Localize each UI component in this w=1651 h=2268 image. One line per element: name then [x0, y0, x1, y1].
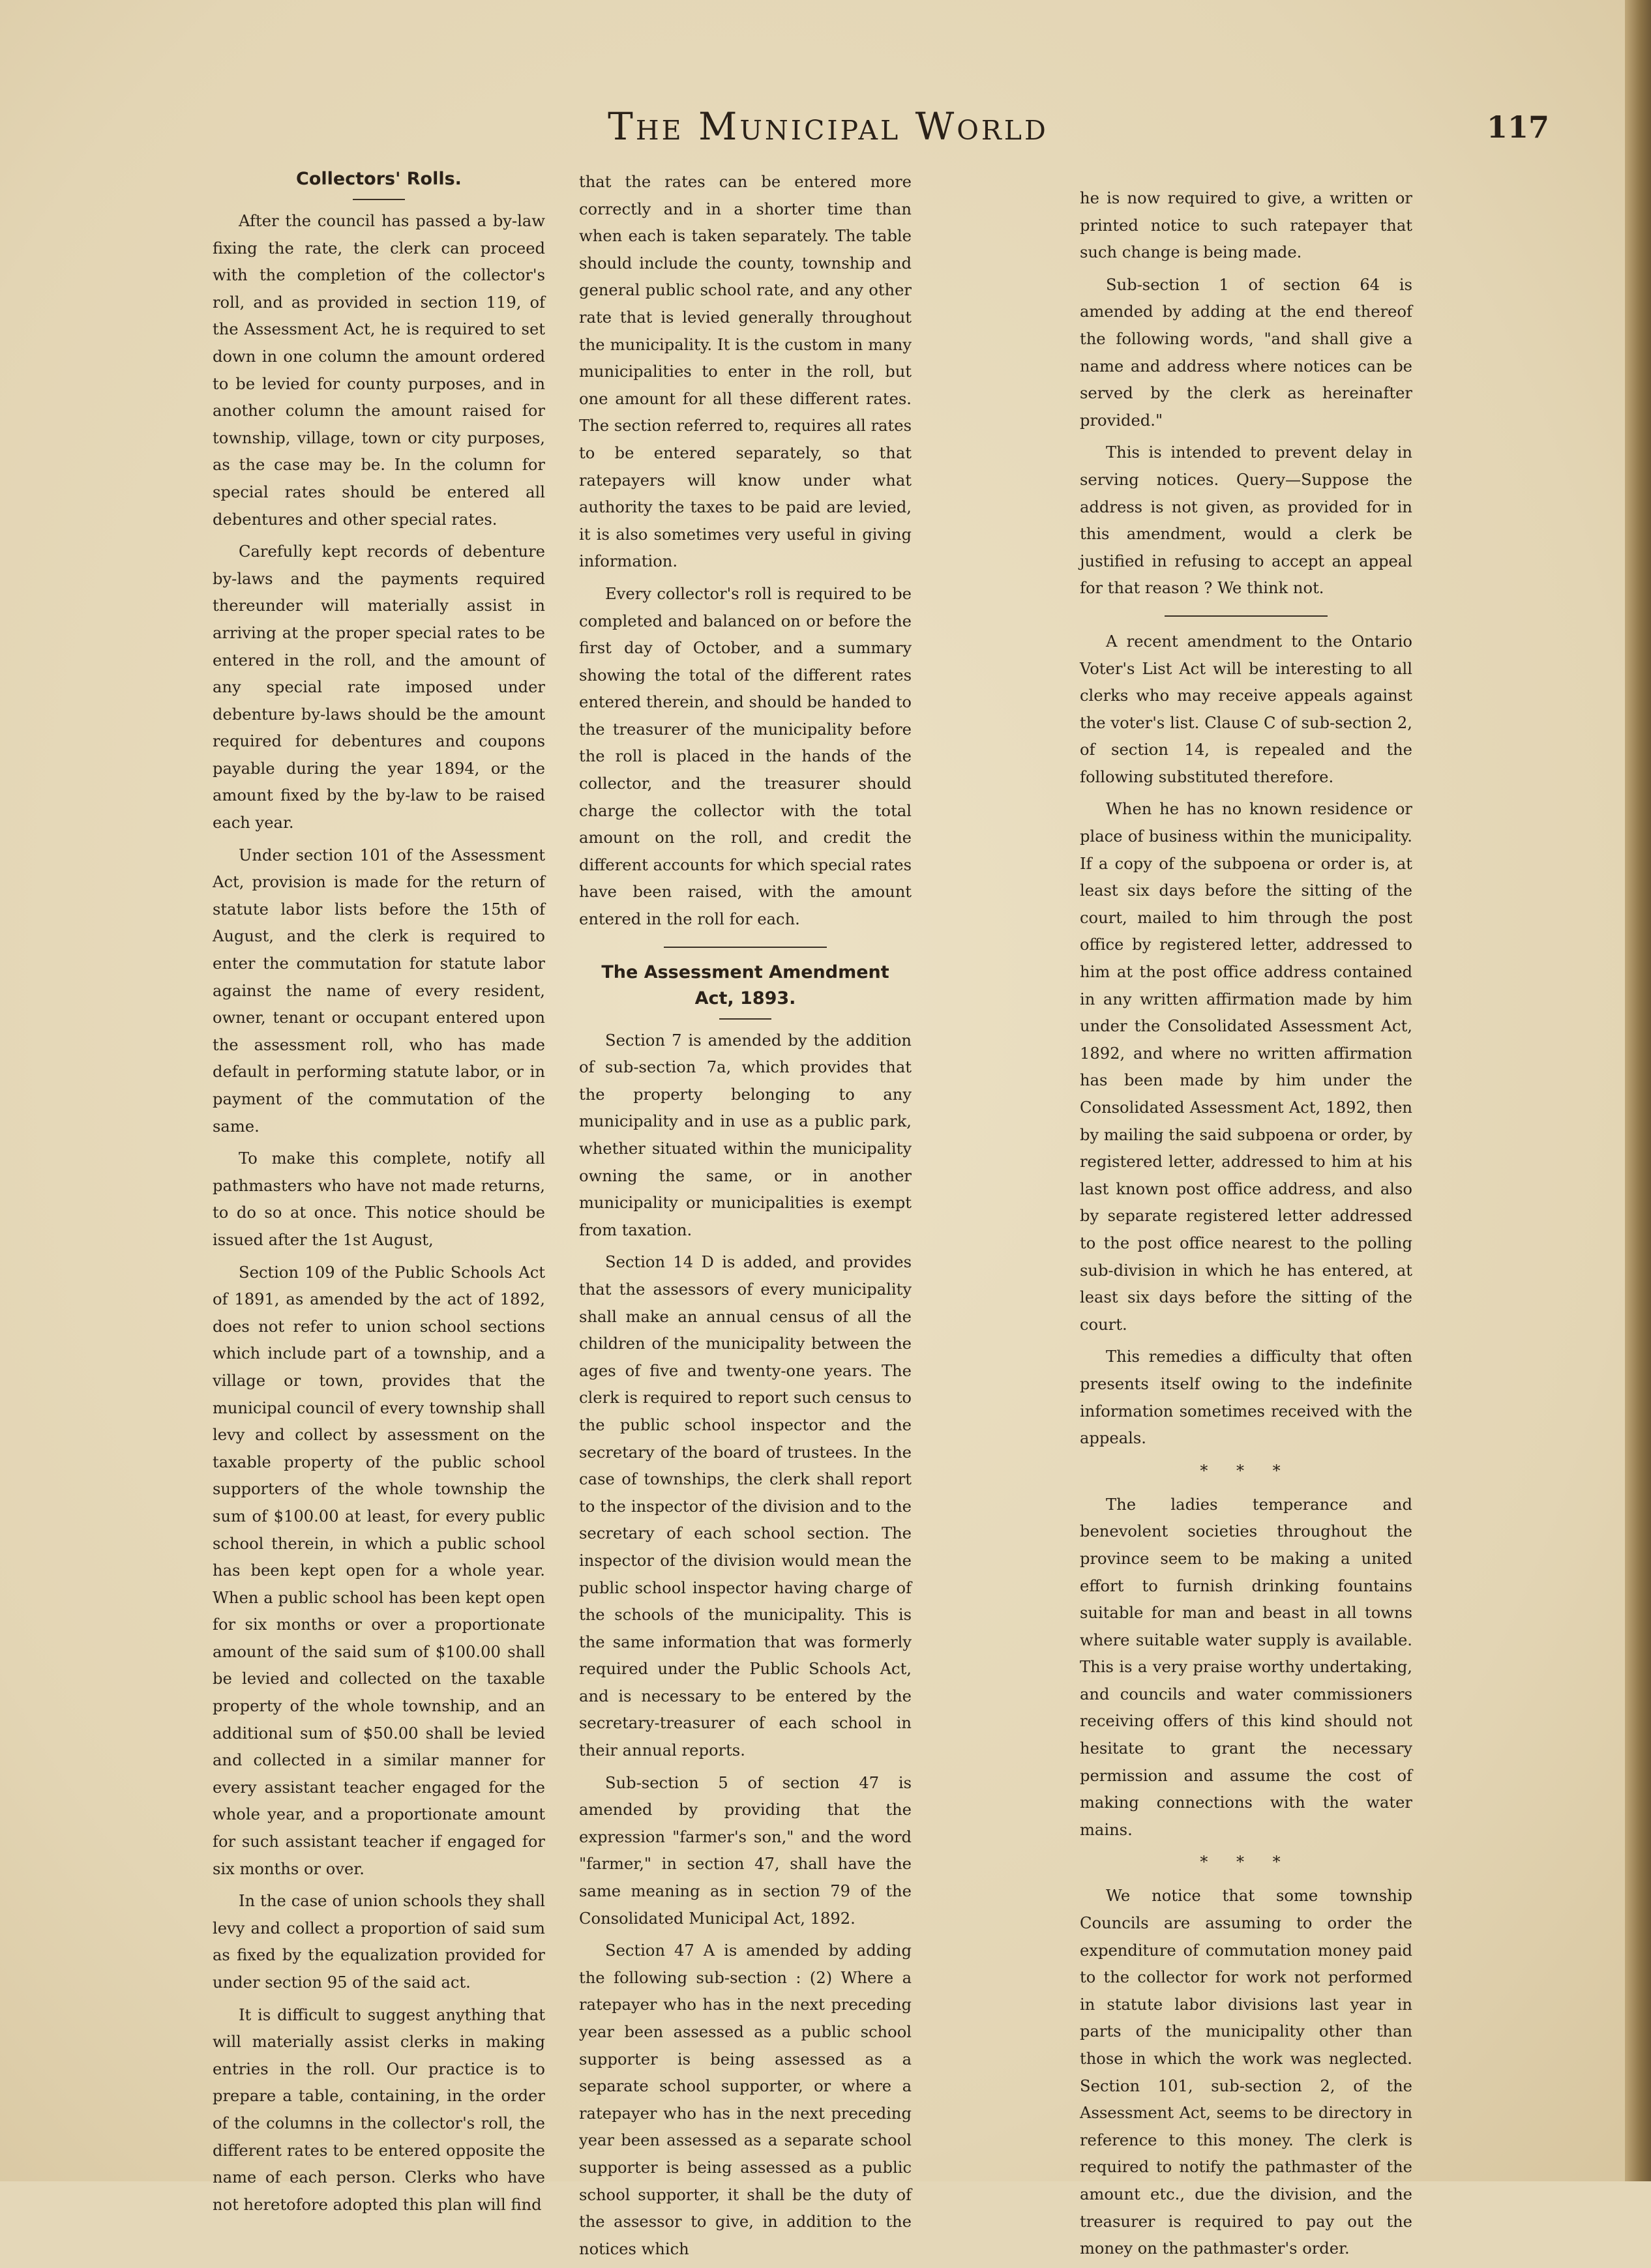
section-divider: [1165, 615, 1328, 617]
paragraph: This is intended to prevent delay in serving notices. Query—Suppose the address is not given, as provided for in this amendment, would a clerk be justified in refusing to accept an appeal for that reason ? We think not.: [1080, 443, 1412, 598]
article-heading: Collectors' Rolls.: [296, 169, 462, 189]
page-header: [0, 104, 1651, 163]
paragraph: We notice that some township Councils are assuming to order the expenditure of commutation money paid to the collector for work not performed in statute labor divisions last year in parts of the municipality other than those in which the work was neglected. Section 101, sub-section 2, of the Assessment Act, seems to be directory in reference to this money. The clerk is required to notify the pathmaster of the amount etc., due the division, and the treasurer is required to pay out the money on the pathmaster's order.: [1080, 1887, 1412, 2258]
paragraph: Section 14 D is added, and provides that the assessors of every municipality shall make an annual census of all the children of the municipality between the ages of five and twenty-one years. The clerk is required to report such census to the public school inspector and the secretary of the board of trustees. In the case of townships, the clerk shall report to the inspector of the division and to the secretary of each school section. The inspector of the division would mean the public school inspector having charge of the schools of the municipality. This is the same information that was formerly required under the Public Schools Act, and is necessary to be entered by the secretary-treasurer of each school in their annual reports.: [579, 1253, 912, 1760]
paragraph: When he has no known residence or place of business within the municipality. If a copy of the subpoena or order is, at least six days before the sitting of the court, mailed to him through the post office by registered letter, addressed to him at the post office address contained in any written affirmation made by him under the Consolidated Assessment Act, 1892, and where no written affirmation has been made by him under the Consolidated Assessment Act, 1892, then by mailing the said subpoena or order, by registered letter, addressed to him at his last known post office address, and also by separate registered letter addressed to the post office nearest to the polling sub-division in which he has entered, at least six days before the sitting of the court.: [1080, 800, 1412, 1334]
column-3: [1080, 185, 1412, 2268]
book-spine: [1625, 0, 1651, 2181]
asterism-divider: * * *: [1200, 1461, 1292, 1480]
paragraph: To make this complete, notify all pathmasters who have not made returns, to do so at once. This notice should be issued after the 1st August,: [213, 1149, 545, 1249]
paragraph: This remedies a difficulty that often presents itself owing to the indefinite information sometimes received with the appeals.: [1080, 1348, 1412, 1448]
column-1: [213, 166, 545, 2224]
section-divider: [664, 947, 827, 948]
paragraph: In the case of union schools they shall levy and collect a proportion of said sum as fixed by the equalization provided for under section 95 of the said act.: [213, 1892, 545, 1992]
paragraph: A recent amendment to the Ontario Voter's List Act will be interesting to all clerks who may receive appeals against the voter's list. Clause C of sub-section 2, of section 14, is repealed and the following substituted therefore.: [1080, 632, 1412, 786]
paragraph: It is difficult to suggest anything that will materially assist clerks in making entries in the roll. Our practice is to prepare a table, containing, in the order of the columns in the collector's roll, the different rates to be entered opposite the name of each person. Clerks who have not heretofore adopted this plan will find: [213, 2005, 545, 2214]
heading-rule: [353, 199, 405, 200]
paragraph: Sub-section 5 of section 47 is amended by providing that the expression "farmer's son," and the word "farmer," in section 47, shall have the same meaning as in section 79 of the Consolidated Municipal Act, 1892.: [579, 1773, 912, 1928]
paragraph: Sub-section 1 of section 64 is amended by adding at the end thereof the following words, "and shall give a name and address where notices can be served by the clerk as hereinafter provided.": [1080, 275, 1412, 430]
paragraph: Every collector's roll is required to be completed and balanced on or before the first day of October, and a summary showing the total of the different rates entered therein, and should be handed to the treasurer of the municipality before the roll is placed in the hands of the collector, and the treasurer should charge the collector with the total amount on the roll, and credit the different accounts for which special rates have been raised, with the amount entered in the roll for each.: [579, 584, 912, 929]
paragraph: After the council has passed a by-law fixing the rate, the clerk can proceed with the completion of the collector's roll, and as provided in section 119, of the Assessment Act, he is required to set down in one column the amount ordered to be levied for county purposes, and in another column the amount raised for township, village, town or city purposes, as the case may be. In the column for special rates should be entered all debentures and other special rates.: [213, 212, 545, 529]
paragraph: that the rates can be entered more correctly and in a shorter time than when each is taken separately. The table should include the county, township and general public school rate, and any other rate that is levied generally throughout the municipality. It is the custom in many municipalities to enter in the roll, but one amount for all these different rates. The section referred to, requires all rates to be entered separately, so that ratepayers will know under what authority the taxes to be paid are levied, it is also sometimes very useful in giving information.: [579, 173, 912, 571]
heading-rule: [719, 1018, 771, 1020]
paragraph: Section 7 is amended by the addition of sub-section 7a, which provides that the property belonging to any municipality and in use as a public park, whether situated within the municipality owning the same, or in another municipality or municipalities is exempt from taxation.: [579, 1031, 912, 1239]
article-heading: The Assessment Amendment Act, 1893.: [601, 962, 889, 1009]
column-2: [579, 169, 912, 2268]
running-title: The Municipal World: [608, 104, 1049, 149]
asterism-divider: * * *: [1200, 1853, 1292, 1872]
paragraph: The ladies temperance and benevolent societies throughout the province seem to be making a united effort to furnish drinking fountains suitable for man and beast in all towns where suitable water supply is available. This is a very praise worthy undertaking, and councils and water commissioners receiving offers of this kind should not hesitate to grant the necessary permission and assume the cost of making connections with the water mains.: [1080, 1495, 1412, 1839]
paragraph: Section 47 A is amended by adding the following sub-section : (2) Where a ratepayer who has in the next preceding year been assessed as a public school supporter is being assessed as a separate school supporter, or where a ratepayer who has in the next preceding year been assessed as a separate school supporter is being assessed as a public school supporter, it shall be the duty of the assessor to give, in addition to the notices which: [579, 1941, 912, 2258]
paragraph: Section 109 of the Public Schools Act of 1891, as amended by the act of 1892, does not refer to union school sections which include part of a township, and a village or town, provides that the municipal council of every township shall levy and collect by assessment on the taxable property of the public school supporters of the whole township the sum of $100.00 at least, for every public school therein, in which a public school has been kept open for a whole year. When a public school has been kept open for six months or over a proportionate amount of the said sum of $100.00 shall be levied and collected on the taxable property of the whole township, and an additional sum of $50.00 shall be levied and collected in a similar manner for every assistant teacher engaged for the whole year, and a proportionate amount for such assistant teacher if engaged for six months or over.: [213, 1263, 545, 1878]
paragraph: Under section 101 of the Assessment Act, provision is made for the return of statute labor lists before the 15th of August, and the clerk is required to enter the commutation for statute labor against the name of every resident, owner, tenant or occupant entered upon the assessment roll, who has made default in performing statute labor, or in payment of the commutation of the same.: [213, 846, 545, 1136]
page-number: 117: [1487, 110, 1550, 145]
paragraph: he is now required to give, a written or printed notice to such ratepayer that such change is being made.: [1080, 189, 1412, 262]
paragraph: Carefully kept records of debenture by-laws and the payments required thereunder will materially assist in arriving at the proper special rates to be entered in the roll, and the amount of any special rate imposed under debenture by-laws should be the amount required for debentures and coupons payable during the year 1894, or the amount fixed by the by-law to be raised each year.: [213, 542, 545, 832]
